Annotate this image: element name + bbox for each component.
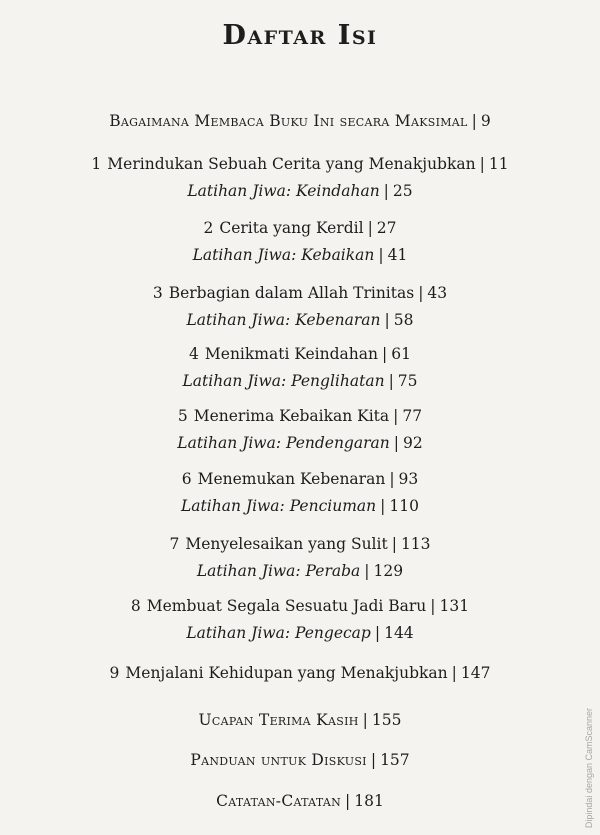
entry-page: 9 [480, 112, 491, 130]
exercise-page: 75 [397, 372, 418, 390]
page-separator: | [430, 597, 436, 615]
page-separator: | [479, 155, 485, 173]
page-separator: | [378, 246, 384, 264]
chapter-number: 7 [169, 535, 180, 553]
page-separator: | [383, 182, 389, 200]
toc-entry-chapter [0, 217, 600, 266]
toc-entry-back-matter [0, 790, 600, 812]
toc-entry-chapter [0, 533, 600, 582]
chapter-page: 61 [391, 345, 411, 363]
toc-entry-intro [0, 110, 600, 132]
page-separator: | [374, 624, 381, 642]
chapter-title: Menyelesaikan yang Sulit [185, 535, 388, 553]
exercise-page: 92 [402, 434, 423, 452]
entry-title: Panduan untuk Diskusi [190, 751, 367, 769]
toc-entry-chapter [0, 405, 600, 454]
page-separator: | [393, 434, 399, 452]
toc-entry-chapter [0, 662, 600, 684]
chapter-title: Berbagian dalam Allah Trinitas [168, 284, 415, 302]
toc-entry-back-matter [0, 749, 600, 771]
exercise-title: Latihan Jiwa: Kebaikan [192, 246, 375, 264]
toc-entry-chapter [0, 282, 600, 331]
page-separator: | [367, 219, 373, 237]
page-separator: | [370, 751, 377, 769]
chapter-number: 9 [109, 664, 120, 682]
chapter-title: Menemukan Kebenaran [197, 470, 386, 488]
chapter-page: 27 [376, 219, 397, 237]
page-separator: | [381, 345, 388, 363]
exercise-title: Latihan Jiwa: Penciuman [181, 497, 377, 515]
toc-entry-back-matter [0, 709, 600, 731]
chapter-page: 77 [402, 407, 423, 425]
exercise-page: 58 [393, 311, 414, 329]
entry-page: 155 [371, 711, 402, 729]
toc-entry-chapter [0, 153, 600, 202]
chapter-number: 8 [130, 597, 141, 615]
exercise-page: 41 [387, 246, 408, 264]
entry-title: Bagaimana Membaca Buku Ini secara Maksimal [109, 112, 468, 130]
chapter-page: 147 [460, 664, 491, 682]
page-separator: | [388, 372, 394, 390]
exercise-page: 144 [384, 624, 414, 642]
exercise-page: 25 [392, 182, 413, 200]
chapter-page: 43 [427, 284, 448, 302]
chapter-title: Merindukan Sebuah Cerita yang Menakjubkan [107, 155, 476, 173]
exercise-title: Latihan Jiwa: Pengecap [186, 624, 371, 642]
chapter-title: Menjalani Kehidupan yang Menakjubkan [125, 664, 448, 682]
chapter-title: Menikmati Keindahan [204, 345, 378, 363]
exercise-page: 129 [373, 562, 404, 580]
page-separator: | [389, 470, 395, 488]
page-title: Daftar Isi [222, 20, 378, 51]
page-separator: | [418, 284, 424, 302]
exercise-title: Latihan Jiwa: Kebenaran [186, 311, 381, 329]
toc-entry-chapter [0, 343, 600, 392]
toc-entry-chapter [0, 468, 600, 517]
scanner-watermark: Dipindai dengan CamScanner [584, 708, 594, 829]
exercise-title: Latihan Jiwa: Keindahan [187, 182, 380, 200]
page-separator: | [391, 535, 397, 553]
chapter-number: 1 [91, 155, 102, 173]
chapter-number: 4 [189, 345, 199, 363]
chapter-number: 5 [177, 407, 188, 425]
exercise-page: 110 [389, 497, 419, 515]
exercise-title: Latihan Jiwa: Penglihatan [182, 372, 385, 390]
entry-title: Ucapan Terima Kasih [198, 711, 359, 729]
chapter-page: 113 [400, 535, 431, 553]
chapter-title: Menerima Kebaikan Kita [193, 407, 390, 425]
page-separator: | [380, 497, 386, 515]
page-separator: | [345, 792, 351, 810]
page-separator: | [451, 664, 457, 682]
exercise-title: Latihan Jiwa: Peraba [196, 562, 361, 580]
chapter-page: 131 [439, 597, 470, 615]
page-separator: | [393, 407, 399, 425]
page-separator: | [471, 112, 477, 130]
toc-entry-chapter [0, 595, 600, 644]
page-separator: | [364, 562, 370, 580]
entry-page: 181 [354, 792, 384, 810]
exercise-title: Latihan Jiwa: Pendengaran [177, 434, 390, 452]
chapter-number: 2 [203, 219, 214, 237]
chapter-number: 6 [181, 470, 192, 488]
page-separator: | [362, 711, 368, 729]
chapter-number: 3 [152, 284, 163, 302]
chapter-title: Cerita yang Kerdil [219, 219, 364, 237]
entry-title: Catatan-Catatan [216, 792, 342, 810]
chapter-title: Membuat Segala Sesuatu Jadi Baru [146, 597, 427, 615]
page-separator: | [384, 311, 390, 329]
chapter-page: 11 [488, 155, 509, 173]
entry-page: 157 [380, 751, 410, 769]
chapter-page: 93 [398, 470, 419, 488]
